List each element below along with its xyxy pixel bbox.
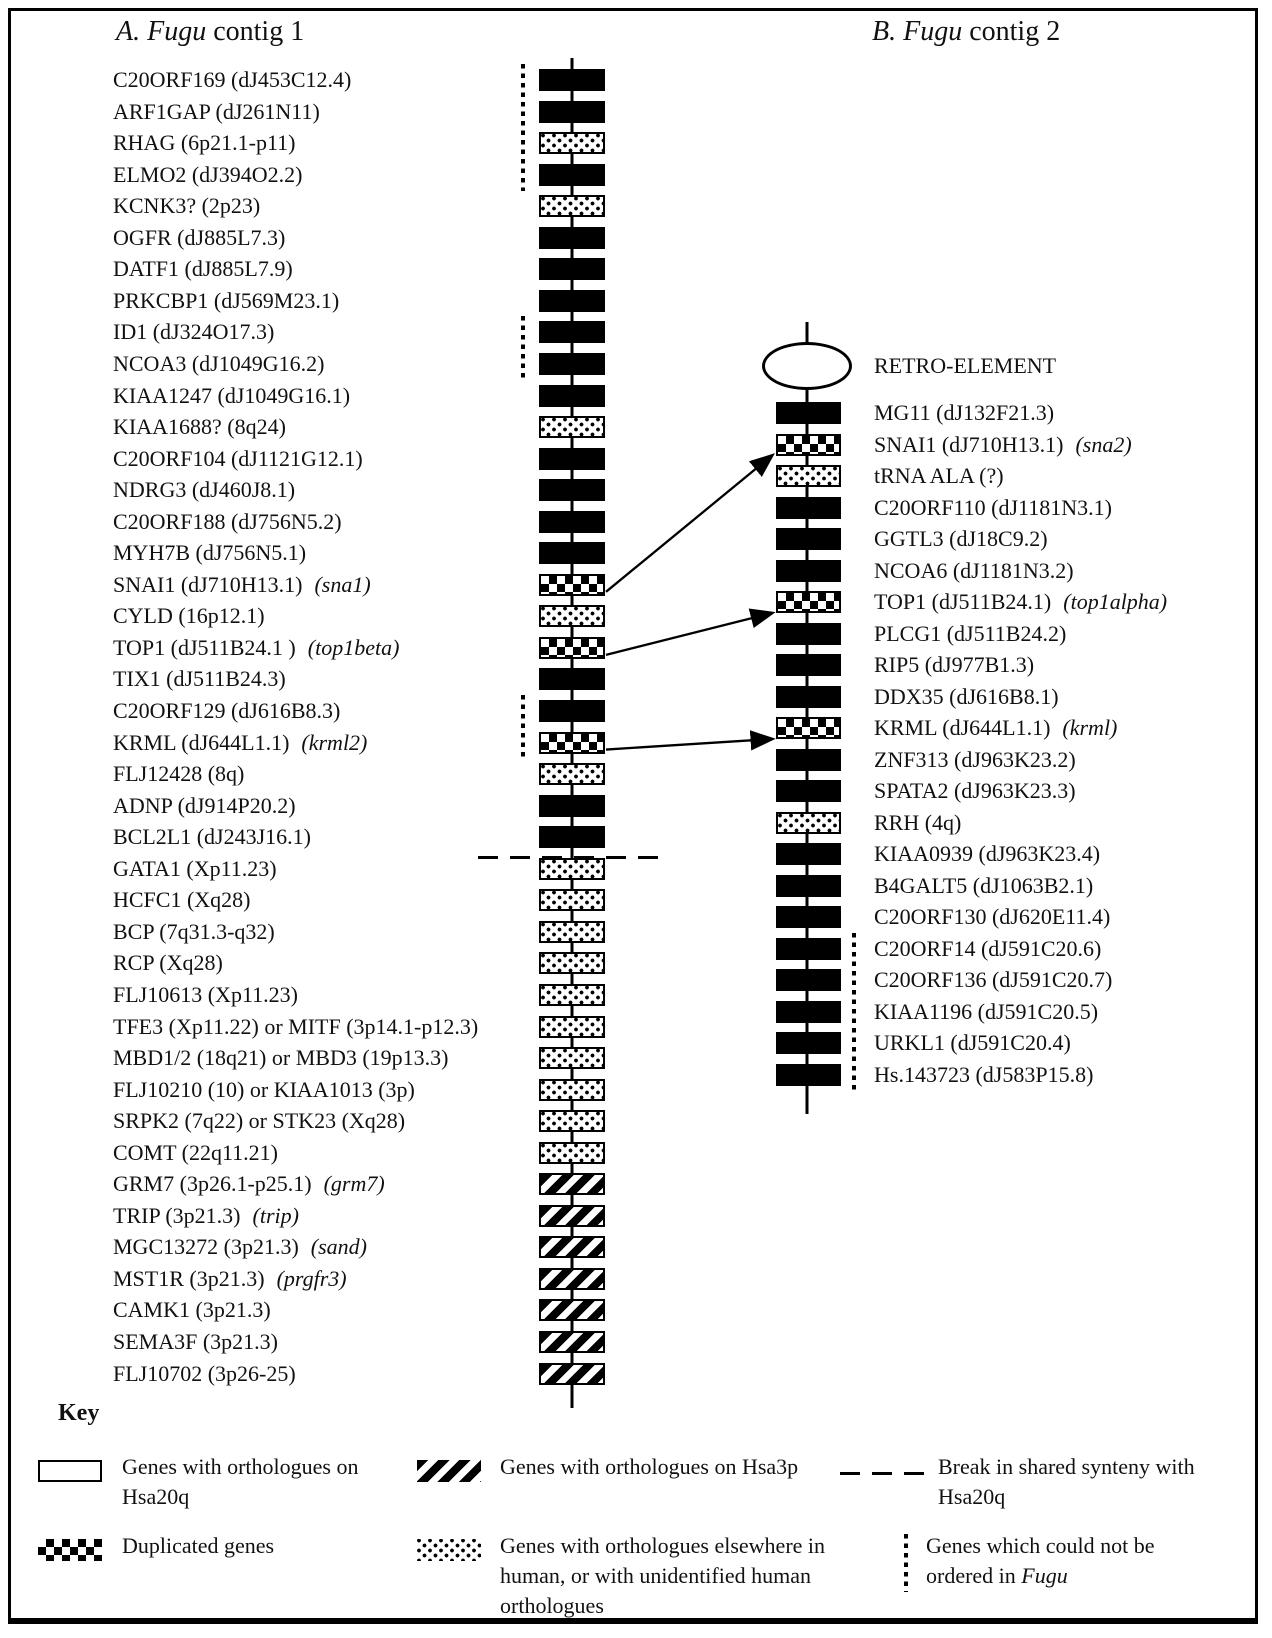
contig-a-gene-box [539, 1173, 605, 1195]
gene-name: tRNA ALA (?) [874, 463, 1004, 488]
contig-b-gene-label [874, 587, 1167, 617]
contig-a-gene-label [113, 885, 251, 915]
gene-name: RHAG (6p21.1-p11) [113, 130, 296, 156]
contig-a-gene-label [113, 948, 223, 978]
gene-name: MYH7B (dJ756N5.1) [113, 540, 307, 566]
panel-b-title [872, 16, 1060, 48]
key-dotline-unordered-icon [904, 1534, 908, 1592]
contig-a-gene-box [539, 1205, 605, 1227]
contig-a-gene-box [539, 448, 605, 470]
gene-name: NCOA3 (dJ1049G16.2) [113, 350, 325, 376]
contig-a-gene-label [113, 97, 320, 127]
gene-name: GATA1 (Xp11.23) [113, 855, 277, 881]
contig-a-gene-box [539, 1363, 605, 1385]
contig-b-gene-box [776, 812, 841, 834]
contig-b-gene-label [874, 461, 1004, 491]
contig-a-gene-label [113, 538, 306, 568]
contig-a-gene-label [113, 822, 311, 852]
gene-name: KIAA1196 (dJ591C20.5) [874, 998, 1099, 1024]
gene-fugu-name: (krml) [1062, 715, 1118, 740]
contig-a-gene-label [113, 65, 351, 95]
contig-b-gene-box [776, 1001, 841, 1023]
gene-name: KRML (dJ644L1.1) [113, 729, 290, 755]
gene-name: ZNF313 (dJ963K23.2) [874, 746, 1076, 772]
contig-a-gene-box [539, 1047, 605, 1069]
gene-name: ELMO2 (dJ394O2.2) [113, 161, 303, 187]
key-label-elsewhere: Genes with orthologues elsewhere in human, or with unidentified human orthologues [500, 1533, 826, 1618]
contig-a-gene-box [539, 921, 605, 943]
key-label-unordered-italic: Fugu [1021, 1563, 1068, 1588]
contig-a-gene-label [113, 917, 275, 947]
contig-a-gene-label [113, 696, 340, 726]
key-heading: Key [58, 1400, 100, 1426]
contig-b-gene-box [776, 780, 841, 802]
contig-a-gene-box [539, 637, 605, 659]
contig-b-gene-box [776, 686, 841, 708]
gene-name: PRKCBP1 (dJ569M23.1) [113, 287, 340, 313]
gene-name: BCP (7q31.3-q32) [113, 918, 275, 944]
unordered-genes-marker-a [521, 64, 525, 191]
contig-b-gene-box [776, 402, 841, 424]
contig-a-gene-box [539, 1268, 605, 1290]
key-swatch-hsa3p-icon [417, 1460, 481, 1482]
gene-name: ARF1GAP (dJ261N11) [113, 98, 320, 124]
contig-a-gene-box [539, 795, 605, 817]
contig-a-gene-box [539, 195, 605, 217]
gene-name: C20ORF129 (dJ616B8.3) [113, 698, 341, 723]
contig-a-gene-box [539, 511, 605, 533]
contig-a-gene-box [539, 542, 605, 564]
contig-a-gene-label [113, 381, 350, 411]
gene-name: RRH (4q) [874, 809, 962, 835]
gene-fugu-name: (sna2) [1075, 431, 1132, 457]
key-label-hsa20q: Genes with orthologues on Hsa20q [122, 1454, 359, 1509]
contig-b-gene-label [874, 934, 1101, 964]
gene-name: C20ORF169 (dJ453C12.4) [113, 67, 352, 92]
gene-name: MG11 (dJ132F21.3) [874, 400, 1055, 425]
contig-a-gene-label [113, 728, 367, 758]
gene-fugu-name: (sand) [310, 1234, 367, 1260]
gene-fugu-name: (sna1) [314, 571, 371, 597]
gene-name: SPATA2 (dJ963K23.3) [874, 778, 1076, 803]
contig-a-gene-box [539, 132, 605, 154]
gene-name: NCOA6 (dJ1181N3.2) [874, 557, 1074, 583]
gene-name: C20ORF104 (dJ1121G12.1) [113, 445, 363, 471]
contig-a-gene-box [539, 164, 605, 186]
contig-a-gene-label [113, 1106, 405, 1136]
contig-b-gene-label [874, 619, 1066, 649]
contig-b-gene-label [874, 1060, 1093, 1090]
key-swatch-duplicated-icon [38, 1539, 102, 1561]
contig-b-gene-label [874, 997, 1098, 1027]
contig-a-gene-label [113, 223, 285, 253]
contig-a-gene-box [539, 605, 605, 627]
gene-name: MBD1/2 (18q21) or MBD3 (19p13.3) [113, 1045, 449, 1071]
gene-name: MST1R (3p21.3) [113, 1265, 265, 1291]
gene-name: DDX35 (dJ616B8.1) [874, 683, 1059, 709]
contig-b-gene-box [776, 969, 841, 991]
contig-b-gene-box [776, 875, 841, 897]
gene-fugu-name: (krml2) [301, 729, 368, 755]
contig-a-gene-box [539, 1299, 605, 1321]
panel-a-title-rest: contig 1 [206, 16, 305, 47]
contig-a-gene-label [113, 980, 298, 1010]
key-dash-break-icon [840, 1472, 926, 1475]
gene-name: RCP (Xq28) [113, 950, 223, 976]
gene-fugu-name: (grm7) [323, 1171, 385, 1197]
contig-a-gene-box [539, 668, 605, 690]
contig-b-gene-box [776, 843, 841, 865]
contig-b-gene-box [776, 497, 841, 519]
gene-name: Hs.143723 (dJ583P15.8) [874, 1061, 1094, 1087]
retro-element-label [874, 351, 1056, 381]
contig-a-gene-label [113, 1359, 296, 1389]
panel-a-title-italic: A. Fugu [116, 16, 207, 47]
gene-name: C20ORF130 (dJ620E11.4) [874, 904, 1111, 929]
gene-name: FLJ10210 (10) or KIAA1013 (3p) [113, 1076, 415, 1102]
panel-b-title-rest: contig 2 [962, 16, 1061, 47]
contig-a-gene-box [539, 1331, 605, 1353]
contig-a-gene-label [113, 160, 302, 190]
gene-name: GRM7 (3p26.1-p25.1) [113, 1171, 312, 1197]
gene-fugu-name: (top1beta) [307, 634, 400, 660]
contig-b-gene-label [874, 871, 1093, 901]
contig-a-gene-box [539, 763, 605, 785]
contig-a-gene-box [539, 1142, 605, 1164]
contig-a-gene-label [113, 349, 324, 379]
contig-a-gene-label [113, 1012, 478, 1042]
gene-name: C20ORF14 (dJ591C20.6) [874, 935, 1102, 961]
contig-b-gene-label [874, 1028, 1071, 1058]
gene-fugu-name: (top1alpha) [1063, 589, 1168, 614]
gene-name: KIAA1688? (8q24) [113, 414, 286, 440]
contig-a-gene-label [113, 286, 339, 316]
gene-name: SNAI1 (dJ710H13.1) [113, 571, 303, 597]
gene-name: TRIP (3p21.3) [113, 1202, 241, 1228]
gene-name: URKL1 (dJ591C20.4) [874, 1030, 1071, 1055]
contig-a-gene-label [113, 1043, 449, 1073]
key-swatch-elsewhere-icon [417, 1539, 481, 1561]
contig-b-gene-box [776, 717, 841, 739]
gene-fugu-name: (prgfr3) [276, 1265, 347, 1291]
gene-name: PLCG1 (dJ511B24.2) [874, 620, 1067, 646]
contig-a-gene-box [539, 952, 605, 974]
contig-a-gene-box [539, 732, 605, 754]
contig-b-gene-label [874, 682, 1059, 712]
gene-name: COMT (22q11.21) [113, 1139, 278, 1165]
gene-name: FLJ12428 (8q) [113, 761, 245, 787]
unordered-genes-marker-b [852, 933, 856, 1091]
retro-element-name: RETRO-ELEMENT [874, 353, 1057, 378]
contig-b-gene-label [874, 556, 1074, 586]
gene-name: DATF1 (dJ885L7.9) [113, 256, 293, 282]
key-label-unordered-prefix: Genes which could not be ordered in [926, 1533, 1155, 1588]
gene-name: KRML (dJ644L1.1) [874, 715, 1051, 740]
contig-a-gene-box [539, 1236, 605, 1258]
key-label-hsa3p: Genes with orthologues on Hsa3p [500, 1454, 799, 1479]
contig-a-gene-box [539, 101, 605, 123]
contig-b-gene-label [874, 650, 1034, 680]
contig-a-gene-label [113, 444, 363, 474]
contig-a-gene-box [539, 290, 605, 312]
gene-name: SRPK2 (7q22) or STK23 (Xq28) [113, 1108, 406, 1134]
contig-a-gene-label [113, 412, 286, 442]
contig-a-gene-label [113, 601, 265, 631]
gene-name: HCFC1 (Xq28) [113, 887, 251, 913]
contig-a-gene-label [113, 254, 293, 284]
gene-name: KIAA0939 (dJ963K23.4) [874, 841, 1101, 866]
panel-a-title [116, 16, 304, 48]
contig-b-gene-label [874, 965, 1112, 995]
gene-name: KIAA1247 (dJ1049G16.1) [113, 382, 351, 408]
contig-b-gene-box [776, 654, 841, 676]
contig-b-gene-box [776, 1032, 841, 1054]
contig-b-gene-box [776, 1064, 841, 1086]
contig-b-gene-box [776, 465, 841, 487]
gene-name: SNAI1 (dJ710H13.1) [874, 431, 1064, 457]
contig-a-gene-box [539, 385, 605, 407]
contig-a-gene-box [539, 826, 605, 848]
contig-a-gene-label [113, 507, 342, 537]
gene-name: FLJ10613 (Xp11.23) [113, 981, 298, 1007]
contig-a-gene-box [539, 479, 605, 501]
gene-name: C20ORF136 (dJ591C20.7) [874, 967, 1113, 992]
contig-a-gene-label [113, 570, 371, 600]
contig-b-gene-box [776, 623, 841, 645]
gene-name: TOP1 (dJ511B24.1) [874, 589, 1052, 614]
contig-a-gene-label [113, 191, 260, 221]
contig-a-gene-label [113, 854, 277, 884]
contig-a-gene-label [113, 1264, 347, 1294]
key-label-unordered [926, 1531, 1206, 1591]
contig-a-gene-box [539, 1110, 605, 1132]
contig-a-gene-box [539, 574, 605, 596]
key-label-duplicated: Duplicated genes [122, 1533, 275, 1558]
contig-a-gene-box [539, 984, 605, 1006]
gene-name: B4GALT5 (dJ1063B2.1) [874, 872, 1094, 898]
contig-b-gene-box [776, 749, 841, 771]
gene-name: ADNP (dJ914P20.2) [113, 792, 296, 818]
contig-b-gene-box [776, 560, 841, 582]
gene-fugu-name: (trip) [252, 1202, 299, 1228]
unordered-genes-marker-a [521, 316, 525, 380]
contig-a-gene-box [539, 1016, 605, 1038]
retro-element-ellipse [762, 342, 852, 390]
gene-name: BCL2L1 (dJ243J16.1) [113, 824, 311, 850]
contig-a-gene-label [113, 633, 399, 663]
contig-b-gene-label [874, 839, 1100, 869]
unordered-genes-marker-a [521, 695, 525, 759]
contig-b-gene-box [776, 938, 841, 960]
contig-a-gene-label [113, 1138, 278, 1168]
contig-a-gene-label [113, 1295, 271, 1325]
contig-a-gene-box [539, 858, 605, 880]
contig-a-gene-label [113, 317, 274, 347]
contig-a-gene-label [113, 475, 295, 505]
gene-name: NDRG3 (dJ460J8.1) [113, 477, 296, 503]
contig-a-gene-label [113, 1075, 415, 1105]
contig-a-gene-box [539, 227, 605, 249]
contig-a-gene-box [539, 321, 605, 343]
contig-a-gene-box [539, 353, 605, 375]
gene-name: ID1 (dJ324O17.3) [113, 319, 275, 345]
contig-b-gene-box [776, 591, 841, 613]
key-label-break: Break in shared synteny with Hsa20q [938, 1454, 1195, 1509]
contig-b-gene-label [874, 493, 1112, 523]
gene-name: SEMA3F (3p21.3) [113, 1329, 279, 1354]
gene-name: TOP1 (dJ511B24.1 ) [113, 634, 296, 660]
contig-b-gene-box [776, 528, 841, 550]
gene-name: TFE3 (Xp11.22) or MITF (3p14.1-p12.3) [113, 1013, 479, 1039]
panel-b-title-italic: B. Fugu [872, 16, 963, 47]
gene-name: OGFR (dJ885L7.3) [113, 224, 286, 250]
contig-a-gene-label [113, 791, 296, 821]
contig-a-gene-label [113, 1169, 385, 1199]
contig-a-gene-box [539, 1079, 605, 1101]
contig-b-gene-box [776, 906, 841, 928]
contig-b-gene-label [874, 902, 1110, 932]
contig-a-gene-box [539, 700, 605, 722]
gene-name: CYLD (16p12.1) [113, 603, 265, 629]
gene-name: GGTL3 (dJ18C9.2) [874, 526, 1048, 551]
contig-b-gene-label [874, 398, 1054, 428]
contig-a-gene-label [113, 1232, 367, 1262]
gene-name: RIP5 (dJ977B1.3) [874, 652, 1035, 677]
gene-name: C20ORF188 (dJ756N5.2) [113, 508, 342, 534]
contig-b-gene-label [874, 745, 1076, 775]
contig-b-gene-label [874, 430, 1132, 460]
contig-a-gene-box [539, 889, 605, 911]
contig-a-gene-box [539, 69, 605, 91]
key-swatch-hsa20q-icon [38, 1460, 102, 1482]
contig-a-gene-label [113, 1327, 278, 1357]
contig-a-gene-label [113, 664, 286, 694]
gene-name: TIX1 (dJ511B24.3) [113, 666, 286, 692]
contig-b-gene-label [874, 713, 1117, 743]
gene-name: CAMK1 (3p21.3) [113, 1297, 271, 1323]
contig-a-gene-box [539, 258, 605, 280]
gene-name: FLJ10702 (3p26-25) [113, 1360, 296, 1386]
contig-a-gene-label [113, 128, 296, 158]
contig-b-gene-label [874, 524, 1048, 554]
contig-a-gene-label [113, 1201, 299, 1231]
contig-b-gene-label [874, 808, 961, 838]
gene-name: MGC13272 (3p21.3) [113, 1234, 299, 1260]
contig-a-gene-label [113, 759, 244, 789]
gene-name: C20ORF110 (dJ1181N3.1) [874, 494, 1112, 520]
contig-a-gene-box [539, 416, 605, 438]
contig-b-gene-label [874, 776, 1076, 806]
contig-b-gene-box [776, 434, 841, 456]
gene-name: KCNK3? (2p23) [113, 193, 261, 219]
